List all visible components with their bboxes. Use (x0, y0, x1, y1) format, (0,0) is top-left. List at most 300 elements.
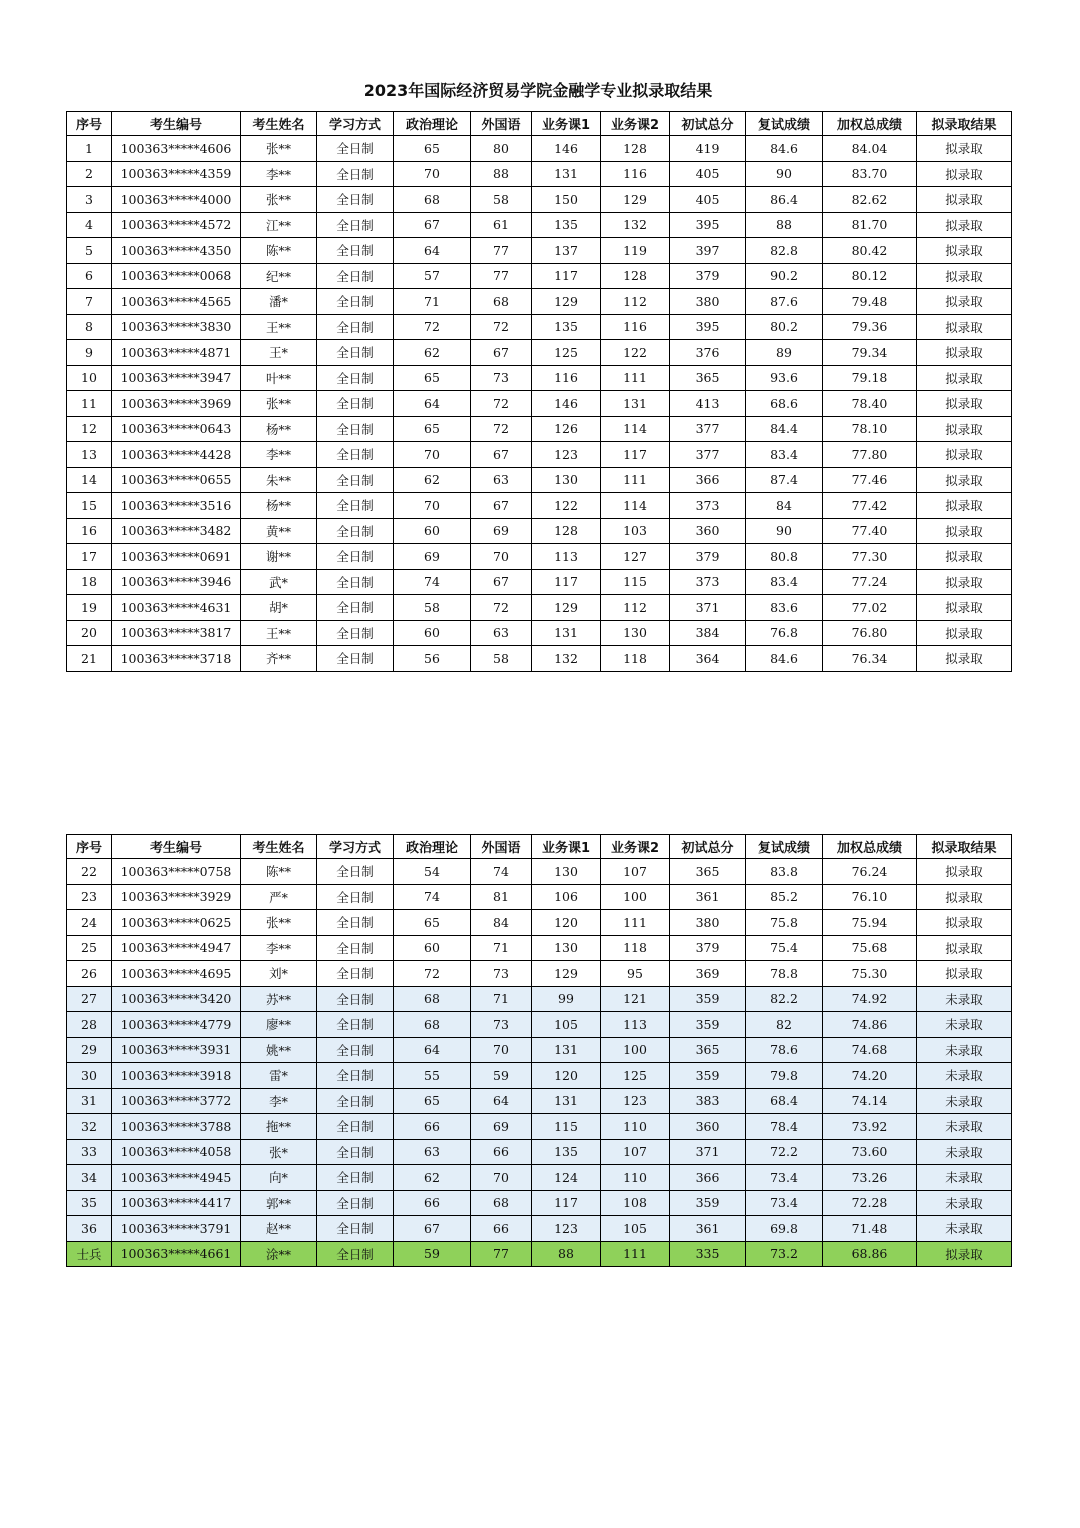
cell-seq: 23 (67, 884, 112, 910)
cell-course1-score: 115 (532, 1114, 601, 1140)
cell-politics-score: 68 (394, 187, 471, 213)
cell-course1-score: 99 (532, 986, 601, 1012)
cell-candidate-id: 100363*****3929 (112, 884, 241, 910)
cell-foreign-language-score: 70 (471, 1037, 532, 1063)
cell-retest-score: 86.4 (746, 187, 823, 213)
cell-candidate-name: 李* (241, 1088, 317, 1114)
cell-study-mode: 全日制 (317, 935, 394, 961)
cell-study-mode: 全日制 (317, 1139, 394, 1165)
cell-study-mode: 全日制 (317, 136, 394, 162)
header-candidate-id: 考生编号 (112, 835, 241, 859)
cell-prelim-total: 413 (670, 391, 746, 417)
cell-course2-score: 132 (601, 212, 670, 238)
cell-weighted-total: 76.24 (823, 859, 917, 885)
cell-admission-result: 拟录取 (917, 569, 1012, 595)
header-retest-score: 复试成绩 (746, 112, 823, 136)
cell-foreign-language-score: 88 (471, 161, 532, 187)
cell-course2-score: 111 (601, 910, 670, 936)
cell-prelim-total: 361 (670, 884, 746, 910)
cell-candidate-name: 廖** (241, 1012, 317, 1038)
cell-retest-score: 68.4 (746, 1088, 823, 1114)
table-row (67, 161, 1012, 187)
cell-candidate-id: 100363*****4428 (112, 442, 241, 468)
cell-weighted-total: 84.04 (823, 136, 917, 162)
cell-weighted-total: 75.94 (823, 910, 917, 936)
cell-prelim-total: 365 (670, 1037, 746, 1063)
page-title: 2023年国际经济贸易学院金融学专业拟录取结果 (363, 81, 713, 100)
cell-study-mode: 全日制 (317, 212, 394, 238)
cell-candidate-id: 100363*****4661 (112, 1241, 241, 1267)
cell-weighted-total: 77.46 (823, 467, 917, 493)
cell-foreign-language-score: 72 (471, 416, 532, 442)
cell-course2-score: 118 (601, 935, 670, 961)
cell-admission-result: 拟录取 (917, 340, 1012, 366)
cell-prelim-total: 366 (670, 1165, 746, 1191)
cell-admission-result: 拟录取 (917, 467, 1012, 493)
cell-retest-score: 69.8 (746, 1216, 823, 1242)
cell-prelim-total: 359 (670, 1063, 746, 1089)
cell-foreign-language-score: 67 (471, 493, 532, 519)
cell-course1-score: 150 (532, 187, 601, 213)
table-row (67, 518, 1012, 544)
cell-prelim-total: 373 (670, 569, 746, 595)
cell-course2-score: 129 (601, 187, 670, 213)
cell-admission-result: 拟录取 (917, 595, 1012, 621)
cell-politics-score: 69 (394, 544, 471, 570)
cell-retest-score: 73.4 (746, 1190, 823, 1216)
cell-prelim-total: 364 (670, 646, 746, 672)
cell-candidate-name: 张** (241, 910, 317, 936)
cell-course2-score: 113 (601, 1012, 670, 1038)
cell-candidate-id: 100363*****0691 (112, 544, 241, 570)
cell-course1-score: 135 (532, 212, 601, 238)
cell-course2-score: 121 (601, 986, 670, 1012)
cell-admission-result: 拟录取 (917, 289, 1012, 315)
cell-admission-result: 拟录取 (917, 187, 1012, 213)
cell-course2-score: 115 (601, 569, 670, 595)
table-header-row (67, 112, 1012, 136)
cell-politics-score: 58 (394, 595, 471, 621)
cell-prelim-total: 397 (670, 238, 746, 264)
cell-study-mode: 全日制 (317, 1037, 394, 1063)
cell-politics-score: 64 (394, 1037, 471, 1063)
cell-course1-score: 146 (532, 391, 601, 417)
table-row (67, 1088, 1012, 1114)
cell-admission-result: 拟录取 (917, 910, 1012, 936)
header-study-mode: 学习方式 (317, 835, 394, 859)
cell-foreign-language-score: 73 (471, 365, 532, 391)
cell-study-mode: 全日制 (317, 263, 394, 289)
cell-study-mode: 全日制 (317, 365, 394, 391)
cell-seq: 26 (67, 961, 112, 987)
cell-foreign-language-score: 71 (471, 986, 532, 1012)
cell-weighted-total: 81.70 (823, 212, 917, 238)
cell-retest-score: 82.8 (746, 238, 823, 264)
cell-retest-score: 85.2 (746, 884, 823, 910)
cell-candidate-id: 100363*****0643 (112, 416, 241, 442)
cell-candidate-id: 100363*****3947 (112, 365, 241, 391)
table-row (67, 1114, 1012, 1140)
cell-candidate-name: 黄** (241, 518, 317, 544)
cell-politics-score: 56 (394, 646, 471, 672)
cell-admission-result: 拟录取 (917, 620, 1012, 646)
table-row (67, 187, 1012, 213)
cell-candidate-name: 张** (241, 136, 317, 162)
cell-politics-score: 55 (394, 1063, 471, 1089)
cell-weighted-total: 77.02 (823, 595, 917, 621)
cell-foreign-language-score: 81 (471, 884, 532, 910)
cell-seq: 22 (67, 859, 112, 885)
cell-candidate-name: 拖** (241, 1114, 317, 1140)
cell-prelim-total: 359 (670, 1012, 746, 1038)
table-row (67, 1012, 1012, 1038)
cell-admission-result: 拟录取 (917, 314, 1012, 340)
header-candidate-id: 考生编号 (112, 112, 241, 136)
cell-foreign-language-score: 72 (471, 314, 532, 340)
cell-course2-score: 114 (601, 416, 670, 442)
cell-prelim-total: 395 (670, 314, 746, 340)
cell-course1-score: 129 (532, 289, 601, 315)
cell-prelim-total: 365 (670, 365, 746, 391)
cell-weighted-total: 83.70 (823, 161, 917, 187)
cell-candidate-name: 江** (241, 212, 317, 238)
cell-foreign-language-score: 80 (471, 136, 532, 162)
cell-candidate-name: 张* (241, 1139, 317, 1165)
cell-candidate-name: 涂** (241, 1241, 317, 1267)
cell-politics-score: 67 (394, 212, 471, 238)
cell-course2-score: 107 (601, 859, 670, 885)
cell-course1-score: 129 (532, 595, 601, 621)
cell-study-mode: 全日制 (317, 1088, 394, 1114)
cell-candidate-id: 100363*****4058 (112, 1139, 241, 1165)
cell-candidate-id: 100363*****4779 (112, 1012, 241, 1038)
cell-course2-score: 111 (601, 467, 670, 493)
cell-admission-result: 拟录取 (917, 884, 1012, 910)
cell-seq: 33 (67, 1139, 112, 1165)
cell-admission-result: 拟录取 (917, 391, 1012, 417)
cell-candidate-id: 100363*****4945 (112, 1165, 241, 1191)
cell-foreign-language-score: 70 (471, 1165, 532, 1191)
cell-candidate-id: 100363*****3918 (112, 1063, 241, 1089)
cell-seq: 20 (67, 620, 112, 646)
table-row (67, 289, 1012, 315)
cell-study-mode: 全日制 (317, 646, 394, 672)
cell-course1-score: 130 (532, 935, 601, 961)
cell-prelim-total: 405 (670, 187, 746, 213)
cell-course1-score: 117 (532, 263, 601, 289)
cell-study-mode: 全日制 (317, 391, 394, 417)
header-weighted-total: 加权总成绩 (823, 112, 917, 136)
cell-candidate-name: 潘* (241, 289, 317, 315)
cell-course2-score: 107 (601, 1139, 670, 1165)
cell-candidate-id: 100363*****3516 (112, 493, 241, 519)
cell-candidate-name: 杨** (241, 493, 317, 519)
cell-candidate-name: 杨** (241, 416, 317, 442)
cell-admission-result: 未录取 (917, 1037, 1012, 1063)
cell-course1-score: 131 (532, 620, 601, 646)
cell-candidate-id: 100363*****3791 (112, 1216, 241, 1242)
cell-course1-score: 88 (532, 1241, 601, 1267)
cell-prelim-total: 379 (670, 544, 746, 570)
cell-seq: 12 (67, 416, 112, 442)
cell-admission-result: 拟录取 (917, 365, 1012, 391)
header-politics-score: 政治理论 (394, 835, 471, 859)
cell-politics-score: 65 (394, 136, 471, 162)
cell-study-mode: 全日制 (317, 187, 394, 213)
cell-foreign-language-score: 64 (471, 1088, 532, 1114)
cell-seq: 9 (67, 340, 112, 366)
cell-candidate-name: 苏** (241, 986, 317, 1012)
cell-weighted-total: 80.12 (823, 263, 917, 289)
cell-candidate-name: 王** (241, 620, 317, 646)
cell-retest-score: 83.8 (746, 859, 823, 885)
cell-prelim-total: 384 (670, 620, 746, 646)
cell-seq: 27 (67, 986, 112, 1012)
cell-seq: 14 (67, 467, 112, 493)
cell-prelim-total: 419 (670, 136, 746, 162)
cell-study-mode: 全日制 (317, 518, 394, 544)
cell-foreign-language-score: 59 (471, 1063, 532, 1089)
cell-politics-score: 65 (394, 365, 471, 391)
cell-candidate-id: 100363*****4417 (112, 1190, 241, 1216)
table-row (67, 467, 1012, 493)
cell-admission-result: 未录取 (917, 1114, 1012, 1140)
cell-weighted-total: 79.34 (823, 340, 917, 366)
cell-course2-score: 108 (601, 1190, 670, 1216)
cell-prelim-total: 371 (670, 1139, 746, 1165)
cell-admission-result: 拟录取 (917, 961, 1012, 987)
cell-weighted-total: 82.62 (823, 187, 917, 213)
cell-candidate-name: 严* (241, 884, 317, 910)
table-row (67, 1139, 1012, 1165)
header-seq: 序号 (67, 835, 112, 859)
cell-course2-score: 128 (601, 136, 670, 162)
table-row (67, 314, 1012, 340)
cell-weighted-total: 73.92 (823, 1114, 917, 1140)
cell-admission-result: 未录取 (917, 986, 1012, 1012)
cell-study-mode: 全日制 (317, 416, 394, 442)
header-course1-score: 业务课1 (532, 835, 601, 859)
cell-retest-score: 93.6 (746, 365, 823, 391)
cell-course1-score: 105 (532, 1012, 601, 1038)
table-row (67, 365, 1012, 391)
cell-foreign-language-score: 73 (471, 1012, 532, 1038)
header-course1-score: 业务课1 (532, 112, 601, 136)
table-row (67, 961, 1012, 987)
cell-seq: 36 (67, 1216, 112, 1242)
cell-course2-score: 110 (601, 1114, 670, 1140)
cell-weighted-total: 72.28 (823, 1190, 917, 1216)
header-candidate-name: 考生姓名 (241, 112, 317, 136)
cell-candidate-name: 陈** (241, 238, 317, 264)
header-politics-score: 政治理论 (394, 112, 471, 136)
cell-admission-result: 未录取 (917, 1088, 1012, 1114)
cell-study-mode: 全日制 (317, 289, 394, 315)
cell-candidate-name: 向* (241, 1165, 317, 1191)
cell-study-mode: 全日制 (317, 1216, 394, 1242)
cell-admission-result: 拟录取 (917, 136, 1012, 162)
cell-admission-result: 拟录取 (917, 935, 1012, 961)
cell-candidate-name: 李** (241, 161, 317, 187)
cell-course1-score: 106 (532, 884, 601, 910)
cell-seq: 10 (67, 365, 112, 391)
cell-seq: 7 (67, 289, 112, 315)
cell-course2-score: 130 (601, 620, 670, 646)
cell-weighted-total: 73.60 (823, 1139, 917, 1165)
cell-study-mode: 全日制 (317, 859, 394, 885)
cell-foreign-language-score: 77 (471, 263, 532, 289)
table-row (67, 212, 1012, 238)
cell-candidate-name: 张** (241, 391, 317, 417)
cell-course2-score: 125 (601, 1063, 670, 1089)
header-course2-score: 业务课2 (601, 112, 670, 136)
cell-prelim-total: 379 (670, 263, 746, 289)
cell-course1-score: 125 (532, 340, 601, 366)
cell-retest-score: 82.2 (746, 986, 823, 1012)
cell-study-mode: 全日制 (317, 238, 394, 264)
cell-admission-result: 拟录取 (917, 518, 1012, 544)
cell-candidate-id: 100363*****4631 (112, 595, 241, 621)
cell-candidate-name: 李** (241, 935, 317, 961)
cell-foreign-language-score: 71 (471, 935, 532, 961)
cell-politics-score: 71 (394, 289, 471, 315)
cell-seq: 士兵 (67, 1241, 112, 1267)
cell-foreign-language-score: 74 (471, 859, 532, 885)
cell-admission-result: 未录取 (917, 1216, 1012, 1242)
cell-weighted-total: 77.24 (823, 569, 917, 595)
cell-candidate-name: 刘* (241, 961, 317, 987)
cell-foreign-language-score: 69 (471, 518, 532, 544)
cell-candidate-id: 100363*****3830 (112, 314, 241, 340)
cell-course1-score: 130 (532, 467, 601, 493)
cell-candidate-id: 100363*****3946 (112, 569, 241, 595)
cell-weighted-total: 74.20 (823, 1063, 917, 1089)
cell-course1-score: 132 (532, 646, 601, 672)
cell-retest-score: 84.4 (746, 416, 823, 442)
cell-course1-score: 146 (532, 136, 601, 162)
table-row (67, 1241, 1012, 1267)
cell-candidate-id: 100363*****3817 (112, 620, 241, 646)
cell-retest-score: 75.4 (746, 935, 823, 961)
cell-retest-score: 82 (746, 1012, 823, 1038)
cell-retest-score: 68.6 (746, 391, 823, 417)
cell-course2-score: 118 (601, 646, 670, 672)
cell-retest-score: 84 (746, 493, 823, 519)
cell-admission-result: 未录取 (917, 1139, 1012, 1165)
cell-candidate-name: 雷* (241, 1063, 317, 1089)
table-row (67, 416, 1012, 442)
cell-course2-score: 127 (601, 544, 670, 570)
cell-politics-score: 64 (394, 238, 471, 264)
cell-foreign-language-score: 67 (471, 340, 532, 366)
cell-course1-score: 123 (532, 442, 601, 468)
cell-course2-score: 105 (601, 1216, 670, 1242)
cell-study-mode: 全日制 (317, 620, 394, 646)
header-prelim-total: 初试总分 (670, 835, 746, 859)
cell-prelim-total: 361 (670, 1216, 746, 1242)
cell-seq: 31 (67, 1088, 112, 1114)
cell-seq: 29 (67, 1037, 112, 1063)
cell-admission-result: 拟录取 (917, 544, 1012, 570)
cell-candidate-id: 100363*****0068 (112, 263, 241, 289)
cell-candidate-id: 100363*****0625 (112, 910, 241, 936)
cell-candidate-name: 郭** (241, 1190, 317, 1216)
cell-course1-score: 120 (532, 910, 601, 936)
cell-politics-score: 72 (394, 314, 471, 340)
cell-weighted-total: 79.48 (823, 289, 917, 315)
cell-retest-score: 73.4 (746, 1165, 823, 1191)
cell-retest-score: 72.2 (746, 1139, 823, 1165)
cell-study-mode: 全日制 (317, 1190, 394, 1216)
cell-seq: 11 (67, 391, 112, 417)
cell-study-mode: 全日制 (317, 340, 394, 366)
cell-weighted-total: 77.80 (823, 442, 917, 468)
cell-seq: 18 (67, 569, 112, 595)
header-retest-score: 复试成绩 (746, 835, 823, 859)
table-row (67, 595, 1012, 621)
cell-study-mode: 全日制 (317, 314, 394, 340)
table-row (67, 263, 1012, 289)
table-row (67, 620, 1012, 646)
table-row (67, 493, 1012, 519)
cell-candidate-id: 100363*****4350 (112, 238, 241, 264)
cell-retest-score: 78.6 (746, 1037, 823, 1063)
cell-politics-score: 65 (394, 910, 471, 936)
cell-candidate-id: 100363*****3788 (112, 1114, 241, 1140)
cell-weighted-total: 77.30 (823, 544, 917, 570)
table-row (67, 340, 1012, 366)
cell-retest-score: 80.8 (746, 544, 823, 570)
cell-politics-score: 60 (394, 935, 471, 961)
cell-politics-score: 67 (394, 1216, 471, 1242)
cell-politics-score: 70 (394, 161, 471, 187)
cell-course1-score: 117 (532, 569, 601, 595)
cell-prelim-total: 359 (670, 986, 746, 1012)
cell-foreign-language-score: 68 (471, 1190, 532, 1216)
cell-retest-score: 83.4 (746, 442, 823, 468)
cell-politics-score: 72 (394, 961, 471, 987)
cell-admission-result: 未录取 (917, 1012, 1012, 1038)
cell-admission-result: 拟录取 (917, 161, 1012, 187)
cell-candidate-id: 100363*****4871 (112, 340, 241, 366)
cell-study-mode: 全日制 (317, 544, 394, 570)
cell-candidate-id: 100363*****3482 (112, 518, 241, 544)
cell-retest-score: 90 (746, 518, 823, 544)
cell-seq: 5 (67, 238, 112, 264)
cell-seq: 2 (67, 161, 112, 187)
table-row (67, 569, 1012, 595)
cell-course2-score: 128 (601, 263, 670, 289)
admission-table-1 (66, 111, 1012, 672)
cell-retest-score: 83.4 (746, 569, 823, 595)
cell-prelim-total: 377 (670, 416, 746, 442)
cell-politics-score: 70 (394, 493, 471, 519)
cell-seq: 30 (67, 1063, 112, 1089)
cell-study-mode: 全日制 (317, 595, 394, 621)
cell-weighted-total: 76.10 (823, 884, 917, 910)
cell-politics-score: 57 (394, 263, 471, 289)
cell-politics-score: 62 (394, 467, 471, 493)
cell-candidate-name: 王* (241, 340, 317, 366)
cell-foreign-language-score: 77 (471, 1241, 532, 1267)
table-row (67, 646, 1012, 672)
cell-weighted-total: 74.14 (823, 1088, 917, 1114)
cell-prelim-total: 335 (670, 1241, 746, 1267)
cell-course2-score: 103 (601, 518, 670, 544)
cell-course1-score: 122 (532, 493, 601, 519)
cell-course2-score: 95 (601, 961, 670, 987)
table-row (67, 1165, 1012, 1191)
